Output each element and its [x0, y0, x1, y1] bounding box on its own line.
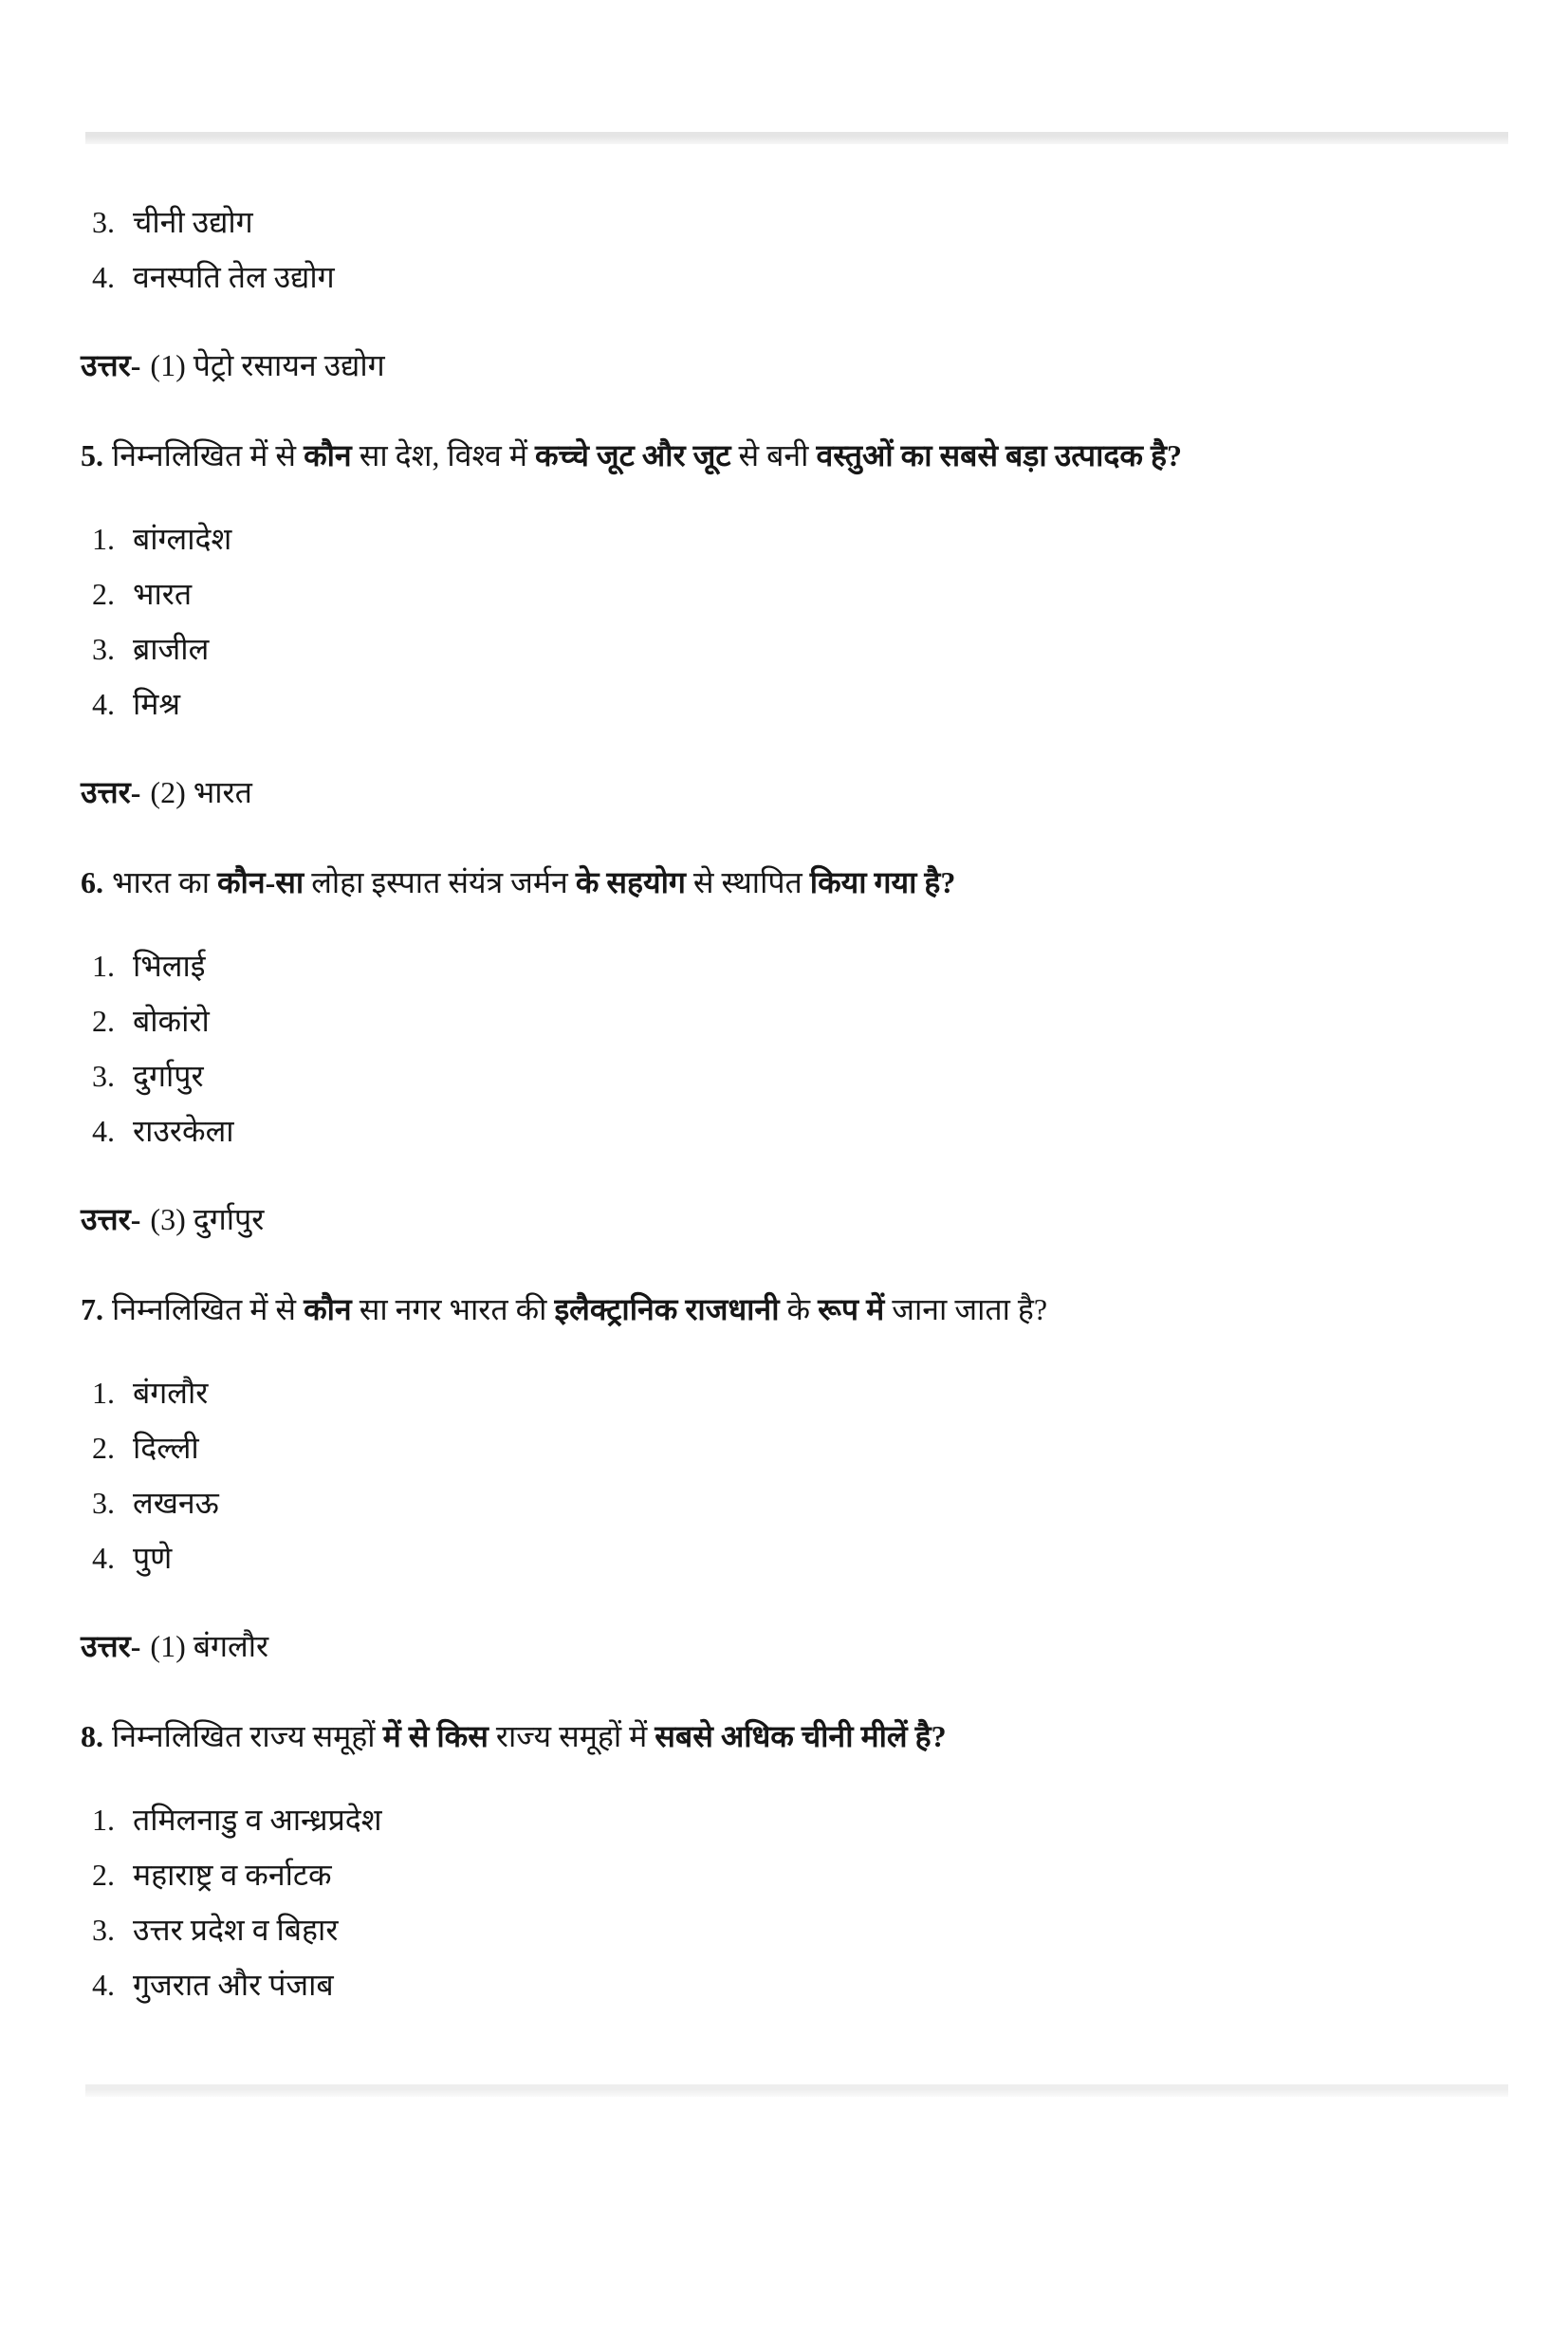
answer-line [0, 1199, 1568, 1239]
question-number: 5. [81, 438, 103, 472]
answer-text: (2) भारत [150, 775, 252, 809]
question-segment: के [779, 1292, 819, 1326]
option-item [0, 203, 1568, 241]
option-number: 3. [92, 632, 115, 666]
question-segment: इलैक्ट्रानिक राजधानी [554, 1292, 780, 1326]
question-segment: सा नगर भारत की [351, 1292, 555, 1326]
question-segment: भारत का [112, 865, 217, 899]
option-number: 4. [92, 1541, 115, 1575]
question-segment: कौन-सा [216, 865, 304, 899]
option-label: गुजरात और पंजाब [133, 1968, 334, 2002]
option-item [0, 1484, 1568, 1522]
question-segment: निम्नलिखित राज्य समूहों [112, 1719, 383, 1753]
document-content [0, 203, 1568, 2004]
answer-prefix: उत्तर- [81, 1629, 141, 1663]
answer-prefix: उत्तर- [81, 775, 141, 809]
question-segment: कौन [304, 1292, 352, 1326]
quiz-page [0, 132, 1568, 2351]
option-item [0, 575, 1568, 613]
option-item [0, 520, 1568, 558]
question-number: 7. [81, 1292, 103, 1326]
question-number: 8. [81, 1719, 103, 1753]
bottom-divider [85, 2084, 1508, 2097]
question-line [0, 435, 1568, 476]
option-number: 4. [92, 1968, 115, 2002]
option-label: मिश्र [133, 687, 181, 721]
question-segment: से बनी [730, 438, 817, 472]
question-segment: निम्नलिखित में से [112, 1292, 304, 1326]
option-item [0, 1002, 1568, 1040]
option-item [0, 1429, 1568, 1467]
question-segment: राज्य समूहों में [488, 1719, 655, 1753]
question-segment: में से [382, 1719, 430, 1753]
option-label: उत्तर प्रदेश व बिहार [133, 1913, 339, 1947]
option-label: बंगलौर [133, 1376, 209, 1410]
question-number: 6. [81, 865, 103, 899]
option-item [0, 685, 1568, 723]
option-number: 3. [92, 1059, 115, 1093]
option-label: बोकांरो [133, 1004, 210, 1038]
answer-line [0, 772, 1568, 812]
option-label: भिलाई [133, 949, 206, 983]
question-segment: कौन [304, 438, 352, 472]
option-item [0, 1539, 1568, 1577]
option-item [0, 1966, 1568, 2004]
carryover-options-list [0, 203, 1568, 296]
option-number: 3. [92, 1486, 115, 1520]
question-segment: वस्तुओं का सबसे बड़ा उत्पादक है? [816, 438, 1182, 472]
option-number: 3. [92, 205, 115, 239]
option-number: 4. [92, 687, 115, 721]
answer-line [0, 1626, 1568, 1666]
option-label: दुर्गापुर [133, 1059, 204, 1093]
option-number: 2. [92, 1858, 115, 1892]
question-line [0, 861, 1568, 903]
question-segment: सा देश, विश्व में [351, 438, 535, 472]
option-number: 2. [92, 1431, 115, 1465]
option-label: चीनी उद्योग [133, 205, 253, 239]
option-number: 4. [92, 260, 115, 294]
option-number: 1. [92, 1376, 115, 1410]
question-segment: के सहयोग [575, 865, 686, 899]
option-number: 2. [92, 577, 115, 611]
option-number: 2. [92, 1004, 115, 1038]
option-label: पुणे [133, 1541, 173, 1575]
option-label: राउरकेला [133, 1114, 234, 1148]
options-list [0, 947, 1568, 1150]
answer-prefix: उत्तर- [81, 1202, 141, 1236]
option-item [0, 947, 1568, 985]
question-segment: लोहा इस्पात संयंत्र जर्मन [304, 865, 576, 899]
question-segment: से स्थापित [685, 865, 810, 899]
option-label: ब्राजील [133, 632, 210, 666]
option-item [0, 1801, 1568, 1839]
option-item [0, 258, 1568, 296]
option-item [0, 630, 1568, 668]
question-segment: निम्नलिखित में से [112, 438, 304, 472]
options-list [0, 520, 1568, 723]
option-label: भारत [133, 577, 193, 611]
question-segment: किया गया है? [809, 865, 956, 899]
option-label: लखनऊ [133, 1486, 219, 1520]
answer-text: (3) दुर्गापुर [150, 1202, 265, 1236]
option-number: 1. [92, 949, 115, 983]
question-segment: कच्चे जूट और जूट [534, 438, 731, 472]
top-divider [85, 132, 1508, 144]
question-line [0, 1715, 1568, 1757]
question-segment: रूप में [818, 1292, 885, 1326]
option-item [0, 1112, 1568, 1150]
answer-text: (1) बंगलौर [150, 1629, 269, 1663]
option-item [0, 1856, 1568, 1894]
option-label: दिल्ली [133, 1431, 199, 1465]
answer-text: (1) पेट्रो रसायन उद्योग [150, 348, 385, 382]
question-segment: सबसे अधिक चीनी मीलें है? [655, 1719, 947, 1753]
options-list [0, 1801, 1568, 2004]
option-label: बांग्लादेश [133, 522, 232, 556]
option-number: 1. [92, 522, 115, 556]
option-item [0, 1057, 1568, 1095]
option-label: तमिलनाडु व आन्ध्रप्रदेश [133, 1803, 382, 1837]
option-item [0, 1374, 1568, 1412]
option-label: महाराष्ट्र व कर्नाटक [133, 1858, 332, 1892]
option-number: 4. [92, 1114, 115, 1148]
question-segment: जाना जाता है? [884, 1292, 1048, 1326]
answer-line [0, 345, 1568, 385]
option-label: वनस्पति तेल उद्योग [133, 260, 335, 294]
options-list [0, 1374, 1568, 1577]
question-segment: किस [436, 1719, 489, 1753]
question-line [0, 1288, 1568, 1330]
option-number: 1. [92, 1803, 115, 1837]
option-item [0, 1911, 1568, 1949]
option-number: 3. [92, 1913, 115, 1947]
answer-prefix: उत्तर- [81, 348, 141, 382]
